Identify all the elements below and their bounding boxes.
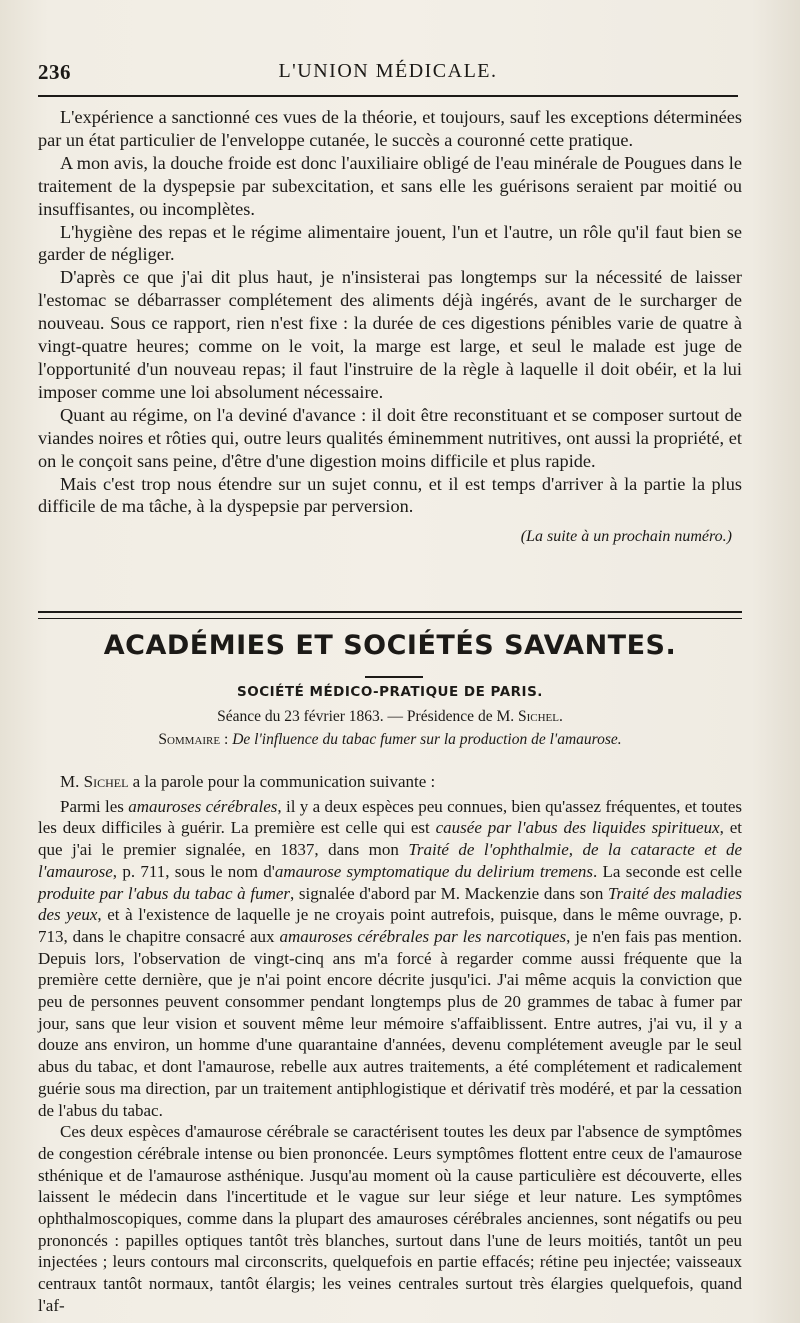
text-run: , et que j'ai le premier signalée, en 1837, dans mon <box>38 818 742 860</box>
header-rule <box>38 95 738 97</box>
page-number: 236 <box>38 60 71 84</box>
text-run: , signalée d'abord par M. Mackenzie dans son <box>290 883 608 903</box>
text-run: , il y a deux espèces peu connues, bien qu'assez fréquentes, et toutes les deux difficiles à guérir. La première est celle qui est <box>38 796 742 838</box>
text-run: Parmi les <box>60 796 129 816</box>
intro-text: a la parole pour la communication suivante : <box>128 772 436 791</box>
sommaire-line <box>0 731 780 749</box>
section-title: ACADÉMIES ET SOCIÉTÉS SAVANTES. <box>103 630 677 661</box>
italic-run: amauroses cérébrales par les narcotiques <box>279 926 567 946</box>
article-continuation <box>38 106 742 549</box>
seance-suffix: . <box>559 708 563 725</box>
paragraph: A mon avis, la douche froide est donc l'auxiliaire obligé de l'eau minérale de Pougues dans le traitement de la dyspepsie par subexcitation, et sans elle les guérisons seraient par moitié ou insuffisantes, ou incomplètes. <box>38 152 742 219</box>
society-name: SOCIÉTÉ MÉDICO-PRATIQUE DE PARIS. <box>237 684 543 700</box>
italic-run: produite par l'abus du tabac à fumer <box>38 883 291 903</box>
text-run: . La seconde est celle <box>593 861 742 881</box>
paragraph: D'après ce que j'ai dit plus haut, je n'insisterai pas longtemps sur la nécessité de laisser l'estomac se débarrasser complétement des aliments déjà ingérés, avant de le surcharger de nouveau. Sous ce rapport, rien n'est fixe : la durée de ces digestions pénibles varie de quatre à vingt-quatre heures; comme on le voit, la marge est large, et seul le malade est juge de l'opportunité d'un nouveau repas; il faut l'instruire de la règle à laquelle il doit obéir, et la lui imposer comme une loi absolument nécessaire. <box>38 267 742 402</box>
article-body <box>38 771 742 1317</box>
paragraph: Ces deux espèces d'amaurose cérébrale se caractérisent toutes les deux par l'absence de symptômes de congestion cérébrale intense ou bien prononcée. Leurs symptômes flottent entre ceux de l'amaurose sthénique et de l'amaurose asthénique. Jusqu'au moment où la cause particulière est découverte, elles laissent le médecin dans l'incertitude et le vague sur leur siége et leur nature. Les symptômes ophthalmoscopiques, comme dans la plupart des amauroses cérébrales anciennes, sont négatifs ou peu prononcés : papilles optiques tantôt très blanches, surtout dans l'une de leurs moitiés, tantôt un peu injectées ; leurs contours mal circonscrits, quelquefois en partie effacés; rétine peu injectée; vaisseaux centraux tantôt normaux, tantôt élargis; les veines centrales surtout très élargies quelquefois, quand l'af- <box>38 1122 742 1315</box>
seance-president: Sichel <box>517 708 559 725</box>
paragraph: L'expérience a sanctionné ces vues de la théorie, et toujours, sauf les exceptions déterminées par un état particulier de l'enveloppe cutanée, le succès a couronné cette pratique. <box>38 107 742 150</box>
text-run: , je n'en fais pas mention. Depuis lors, l'observation de vingt-cinq ans m'a forcé à regarder comme aussi fréquente que la première cette dernière, que je n'ai point encore décrite jusqu'ici. J'ai même acquis la conviction que peu de personnes peuvent consommer pendant longtemps plus de 20 grammes de tabac à fumer par jour, sans que leur vision et souvent même leur mémoire s'affaiblissent. Entre autres, j'ai vu, il y a douze ans environ, un homme d'une quarantaine d'années, devenu complétement aveugle par le seul abus du tabac, et dont l'amaurose, rebelle aux autres traitements, a été complétement et radicalement guérie sous ma direction, par un traitement antiphlogistique et dérivatif très modéré, et par la cessation de l'abus du tabac. <box>38 926 742 1120</box>
paragraph: L'hygiène des repas et le régime alimentaire jouent, l'un et l'autre, un rôle qu'il faut bien se garder de négliger. <box>38 221 742 265</box>
italic-run: amauroses cérébrales <box>128 796 278 816</box>
text-run: , p. 711, sous le nom d' <box>112 861 275 881</box>
sommaire-text: De l'influence du tabac fumer sur la production de l'amaurose. <box>232 731 622 748</box>
continuation-note: (La suite à un prochain numéro.) <box>520 528 732 546</box>
section-rule-top <box>38 611 742 619</box>
text-run: , et à l'existence de laquelle je ne croyais point autrefois, puisque, dans le même ouvrage, p. 713, dans le chapitre consacré aux <box>38 905 742 946</box>
paragraph: Mais c'est trop nous étendre sur un sujet connu, et il est temps d'arriver à la partie la plus difficile de ma tâche, à la dyspepsie par perversion. <box>38 473 742 517</box>
italic-run: Traité de l'ophthalmie, de la cataracte et de l'amaurose <box>38 840 742 881</box>
seance-line <box>0 708 780 726</box>
sommaire-label: Sommaire : <box>158 731 229 748</box>
article-intro <box>38 771 742 793</box>
speaker-name: M. Sichel <box>60 772 129 791</box>
paragraph <box>38 796 742 1122</box>
seance-prefix: Séance du 23 février 1863. — Présidence de M. <box>217 708 518 725</box>
title-short-rule <box>365 676 423 678</box>
page-header <box>38 58 738 88</box>
italic-run: amaurose symptomatique du delirium tremens <box>274 861 594 881</box>
running-title: L'UNION MÉDICALE. <box>278 60 498 82</box>
italic-run: causée par l'abus des liquides spiritueux <box>435 818 720 838</box>
italic-run: Traité des maladies des yeux <box>38 883 743 925</box>
paragraph: Quant au régime, on l'a deviné d'avance : il doit être reconstituant et se composer surtout de viandes noires et rôties qui, outre leurs qualités éminemment nutritives, ont aussi la propriété, et on le conçoit sans peine, d'être d'une digestion moins difficile et plus rapide. <box>38 404 742 471</box>
